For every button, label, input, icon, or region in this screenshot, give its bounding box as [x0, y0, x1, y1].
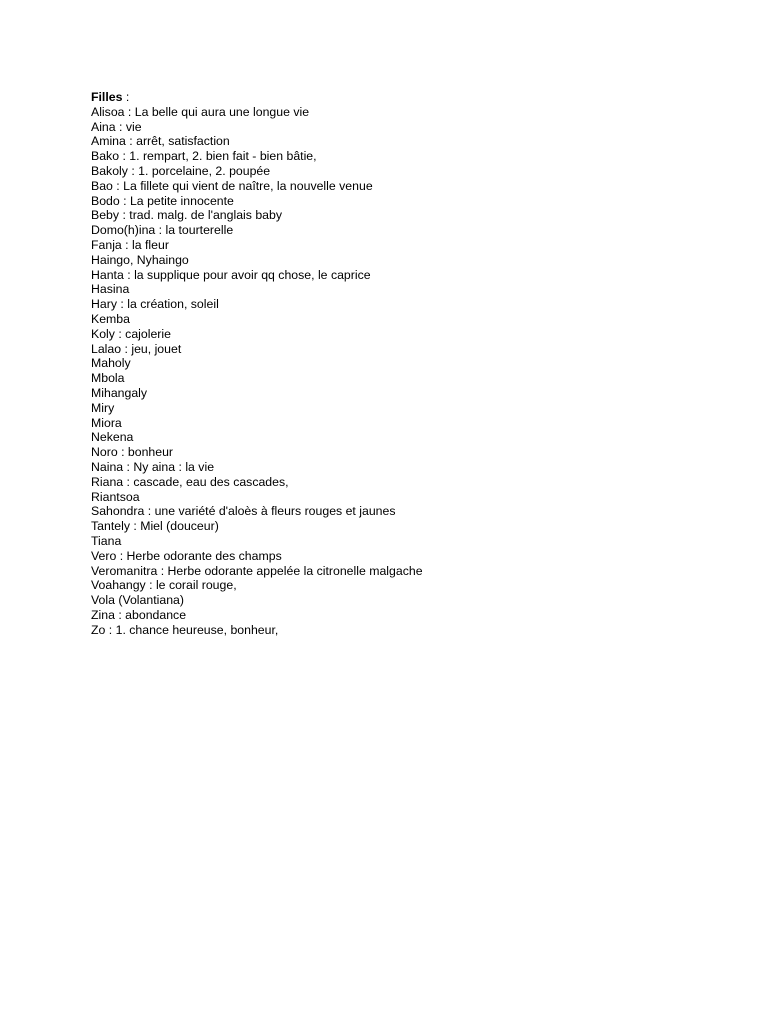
list-item: Vero : Herbe odorante des champs: [91, 548, 282, 563]
list-item: Bakoly : 1. porcelaine, 2. poupée: [91, 163, 271, 178]
list-item: Lalao : jeu, jouet: [91, 341, 182, 356]
list-item: Amina : arrêt, satisfaction: [91, 134, 230, 149]
list-item: Noro : bonheur: [91, 445, 174, 460]
list-item: Domo(h)ina : la tourterelle: [91, 223, 234, 238]
list-item: Tiana: [91, 533, 122, 548]
list-item: Bako : 1. rempart, 2. bien fait - bien bâtie,: [91, 149, 317, 164]
list-item: Beby : trad. malg. de l'anglais baby: [91, 208, 283, 223]
list-item: Sahondra : une variété d'aloès à fleurs rouges et jaunes: [91, 504, 396, 519]
list-item: Maholy: [91, 356, 131, 371]
list-item: Veromanitra : Herbe odorante appelée la citronelle malgache: [91, 563, 423, 578]
document-page: [91, 90, 751, 637]
section-heading: [91, 90, 751, 105]
list-item: Bao : La fillete qui vient de naître, la nouvelle venue: [91, 178, 373, 193]
list-item: Aina : vie: [91, 119, 142, 134]
list-item: Haingo, Nyhaingo: [91, 252, 189, 267]
list-item: Voahangy : le corail rouge,: [91, 578, 237, 593]
list-item: Bodo : La petite innocente: [91, 193, 234, 208]
list-item: Miry: [91, 400, 115, 415]
heading-colon: :: [122, 90, 130, 104]
name-list: [91, 105, 751, 638]
heading-title: Filles: [91, 90, 123, 104]
list-item: Naina : Ny aina : la vie: [91, 459, 215, 474]
list-item: Alisoa : La belle qui aura une longue vie: [91, 104, 310, 119]
list-item: Vola (Volantiana): [91, 593, 184, 608]
list-item: Zina : abondance: [91, 607, 187, 622]
list-item: Fanja : la fleur: [91, 237, 169, 252]
list-item: Hanta : la supplique pour avoir qq chose, le caprice: [91, 267, 371, 282]
list-item: Mbola: [91, 371, 125, 386]
list-item: Hasina: [91, 282, 130, 297]
list-item: Tantely : Miel (douceur): [91, 519, 219, 534]
list-item: Koly : cajolerie: [91, 326, 171, 341]
list-item: Mihangaly: [91, 385, 148, 400]
list-item: Kemba: [91, 311, 130, 326]
list-item: Riantsoa: [91, 489, 140, 504]
list-item: Hary : la création, soleil: [91, 297, 219, 312]
list-item: Miora: [91, 415, 122, 430]
list-item: Nekena: [91, 430, 134, 445]
list-item: Zo : 1. chance heureuse, bonheur,: [91, 622, 279, 637]
list-item: Riana : cascade, eau des cascades,: [91, 474, 289, 489]
